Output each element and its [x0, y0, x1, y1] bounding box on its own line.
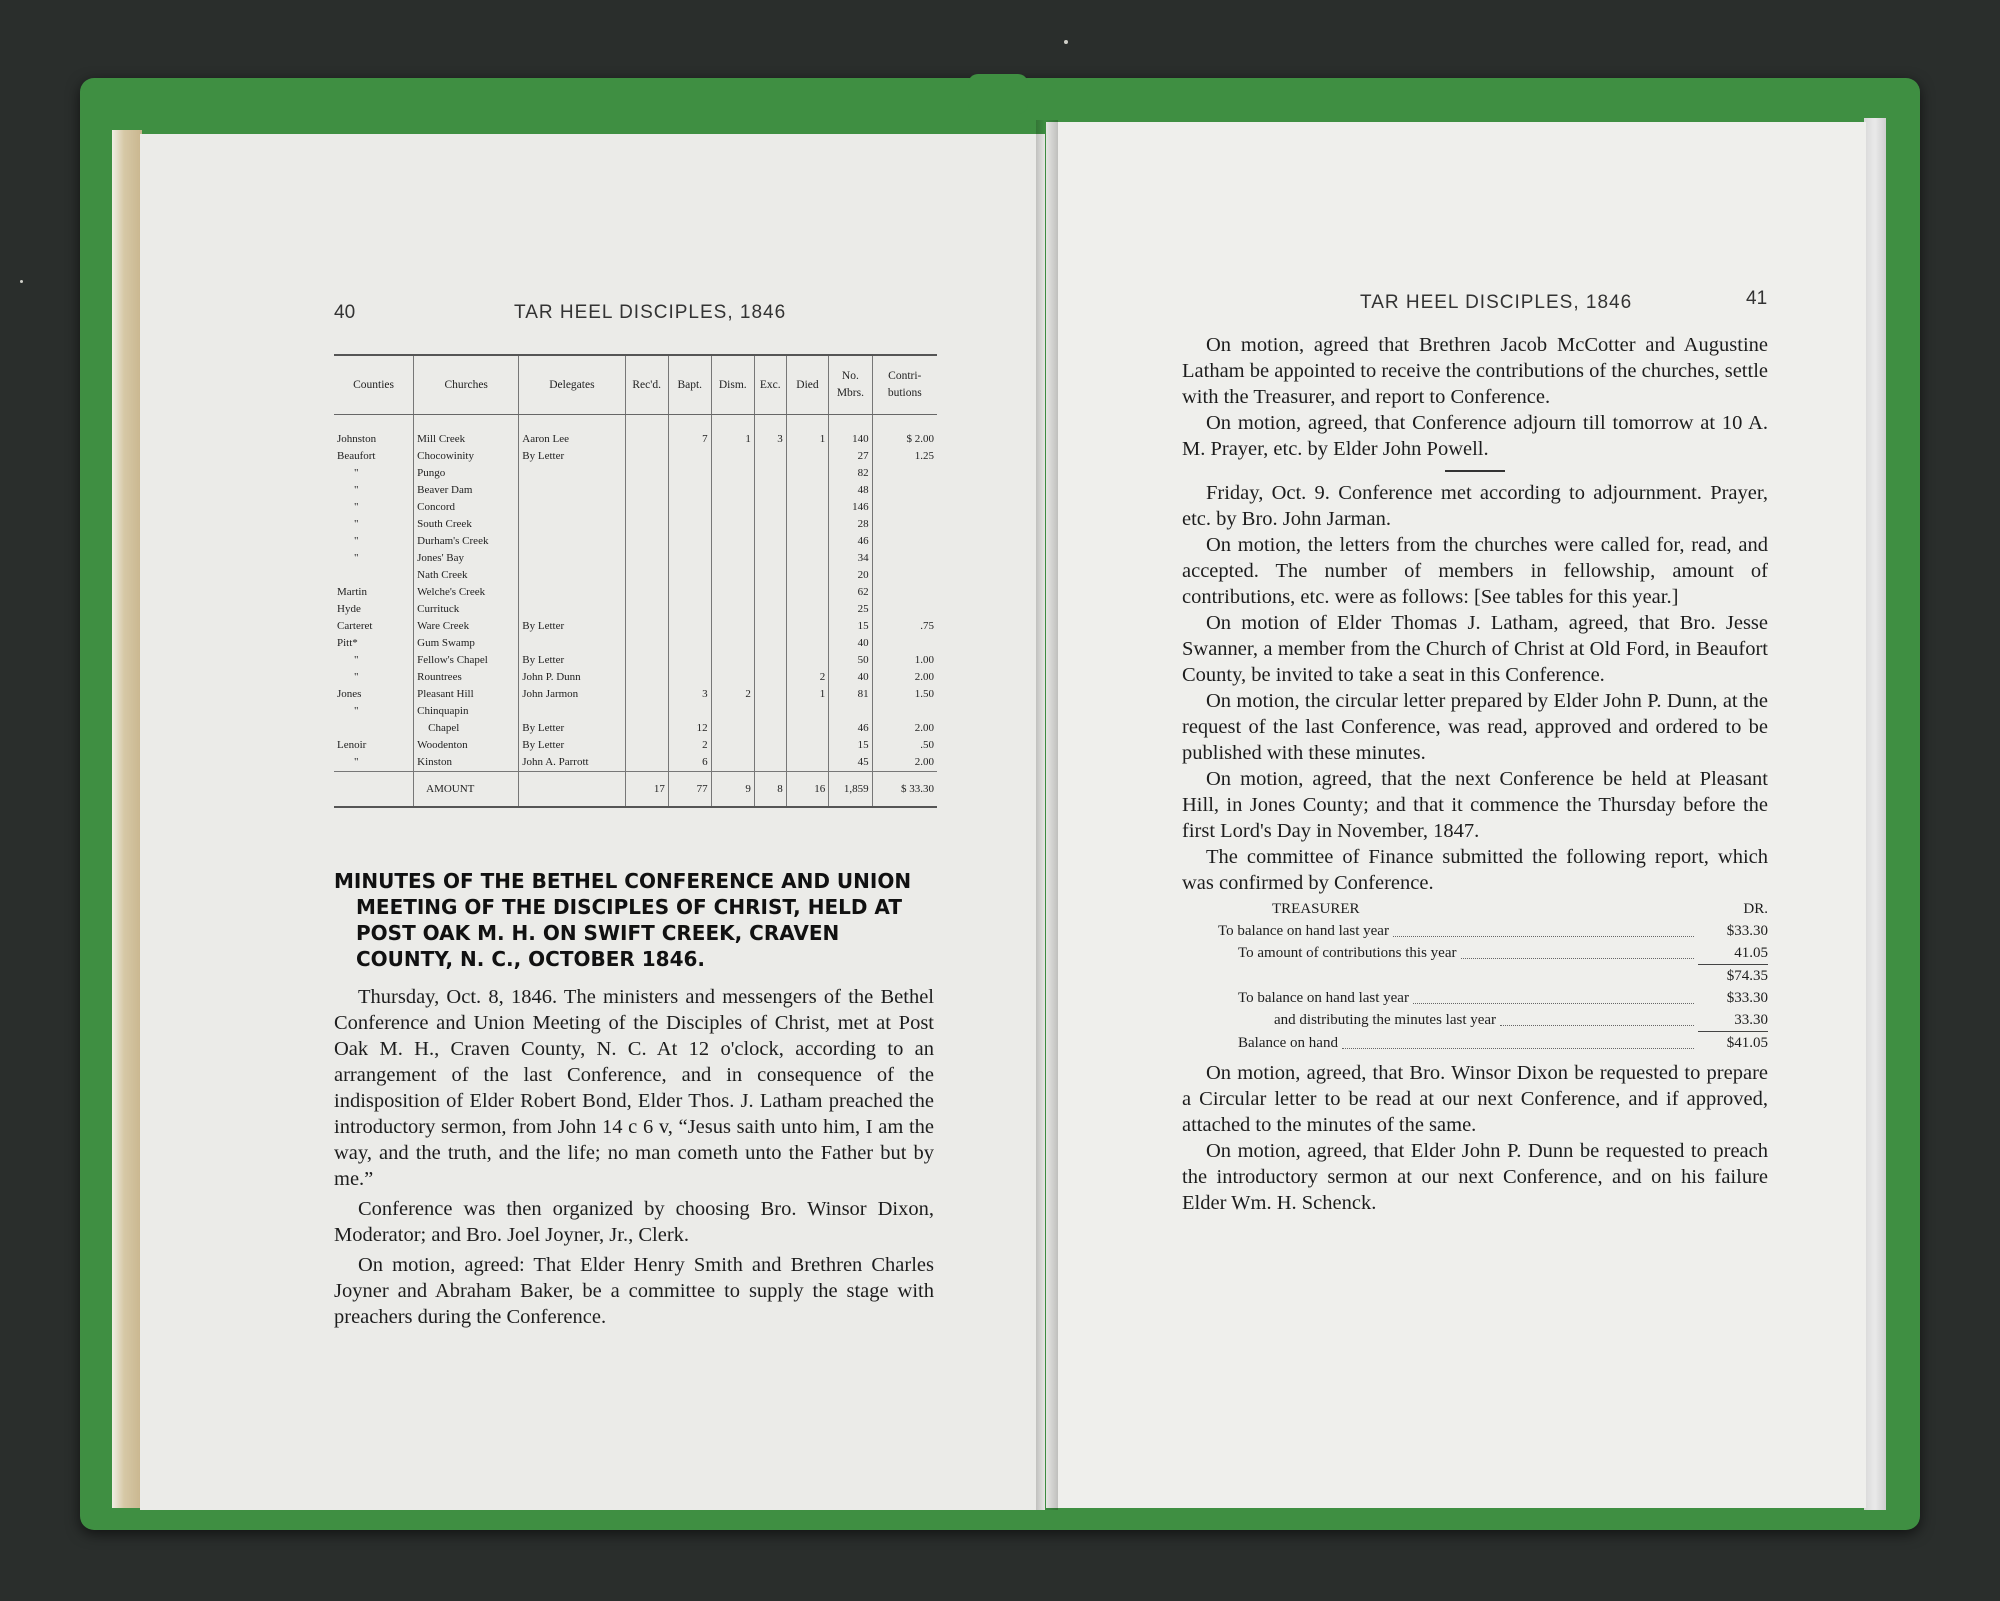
- table-total-cell: 16: [786, 772, 829, 807]
- table-cell: Beaufort: [337, 450, 376, 462]
- table-cell: [625, 516, 668, 533]
- account-line-amount: $33.30: [1726, 990, 1768, 1006]
- table-cell: [786, 567, 829, 584]
- table-cell: [334, 567, 414, 584]
- dust-speck: [20, 280, 23, 283]
- table-cell: Chocowinity: [414, 448, 519, 465]
- table-cell: Rountrees: [414, 669, 519, 686]
- table-cell: John A. Parrott: [519, 754, 625, 772]
- table-row: [334, 431, 937, 448]
- balance-label: Balance on hand: [1238, 1035, 1338, 1051]
- table-cell: 1.25: [872, 448, 937, 465]
- table-cell: [668, 618, 711, 635]
- table-cell: [668, 601, 711, 618]
- table-cell: [625, 652, 668, 669]
- heading-line: MINUTES OF THE BETHEL CONFERENCE AND UNION: [334, 869, 912, 893]
- table-cell: Martin: [337, 586, 367, 598]
- table-row: [334, 516, 937, 533]
- section-rule: [1445, 470, 1505, 472]
- page-edges-right: [1864, 118, 1886, 1510]
- table-total-cell: [334, 772, 414, 807]
- table-cell: [711, 703, 754, 720]
- table-cell: [711, 516, 754, 533]
- table-cell: [786, 635, 829, 652]
- table-cell: [519, 635, 625, 652]
- right-body-text: [1182, 332, 1768, 1216]
- table-cell: [625, 669, 668, 686]
- table-row: [334, 754, 937, 772]
- table-cell: [668, 499, 711, 516]
- table-row: [334, 482, 937, 499]
- table-row: [334, 550, 937, 567]
- paragraph: On motion, the circular letter prepared by Elder John P. Dunn, at the request of the last Conference, was read, approved and ordered to be published with these minutes.: [1182, 690, 1768, 764]
- table-cell: [711, 601, 754, 618]
- table-cell: ": [354, 467, 359, 479]
- table-cell: [668, 669, 711, 686]
- table-header-cell: No. Mbrs.: [829, 356, 872, 415]
- paragraph: On motion of Elder Thomas J. Latham, agreed, that Bro. Jesse Swanner, a member from the Church of Christ at Old Ford, in Beaufort County, be invited to take a seat in this Conference.: [1182, 612, 1768, 686]
- table-cell: [625, 533, 668, 550]
- table-cell: [625, 482, 668, 499]
- table-cell: [668, 482, 711, 499]
- table-row: [334, 584, 937, 601]
- treasurer-label: TREASURER: [1272, 901, 1360, 917]
- table-cell: [754, 737, 786, 754]
- heading-line: MEETING OF THE DISCIPLES OF CHRIST, HELD AT: [356, 895, 902, 919]
- table-cell: ": [354, 501, 359, 513]
- table-cell: By Letter: [519, 618, 625, 635]
- table-cell: Mill Creek: [414, 431, 519, 448]
- running-head-right: TAR HEEL DISCIPLES, 1846: [1360, 292, 1633, 313]
- table-cell: [786, 533, 829, 550]
- paragraph: On motion, the letters from the churches were called for, read, and accepted. The number of members in fellowship, amount of contributions, etc. were as follows: [See tables for this year.]: [1182, 534, 1768, 608]
- page-number-left: 40: [334, 302, 356, 323]
- table-cell: [711, 669, 754, 686]
- table-cell: [754, 669, 786, 686]
- table-cell: 140: [829, 431, 872, 448]
- table-cell: [519, 567, 625, 584]
- table-cell: [754, 754, 786, 772]
- table-cell: [668, 652, 711, 669]
- table-cell: 2: [786, 669, 829, 686]
- table-cell: [754, 601, 786, 618]
- table-cell: Welche's Creek: [414, 584, 519, 601]
- table-cell: [754, 465, 786, 482]
- table-cell: 48: [829, 482, 872, 499]
- table-cell: 34: [829, 550, 872, 567]
- balance-amount: $41.05: [1726, 1035, 1768, 1051]
- table-cell: Ware Creek: [414, 618, 519, 635]
- table-cell: [625, 431, 668, 448]
- table-cell: [872, 601, 937, 618]
- table-cell: 6: [668, 754, 711, 772]
- table-cell: 2.00: [872, 720, 937, 737]
- table-cell: Pleasant Hill: [414, 686, 519, 703]
- right-paragraphs-top: [1182, 332, 1768, 462]
- table-total-row: [334, 772, 937, 807]
- table-total-cell: 9: [711, 772, 754, 807]
- table-cell: [754, 686, 786, 703]
- table-cell: ": [354, 705, 359, 717]
- table-cell: ": [354, 484, 359, 496]
- table-cell: Kinston: [414, 754, 519, 772]
- table-cell: 2.00: [872, 669, 937, 686]
- table-cell: ": [354, 535, 359, 547]
- table-cell: [754, 652, 786, 669]
- table-cell: [625, 754, 668, 772]
- table-row: [334, 669, 937, 686]
- table-cell: [668, 584, 711, 601]
- paragraph: On motion, agreed, that Conference adjourn till tomorrow at 10 A. M. Prayer, etc. by Elder John Powell.: [1182, 412, 1768, 460]
- table-cell: Beaver Dam: [414, 482, 519, 499]
- paragraph: Friday, Oct. 9. Conference met according to adjournment. Prayer, etc. by Bro. John Jarman.: [1182, 482, 1768, 530]
- table-row: [334, 533, 937, 550]
- table-cell: Carteret: [337, 620, 373, 632]
- minutes-heading: [334, 868, 936, 972]
- table-cell: 25: [829, 601, 872, 618]
- running-head-left: TAR HEEL DISCIPLES, 1846: [514, 302, 787, 323]
- table-cell: [872, 499, 937, 516]
- paragraph: On motion, agreed: That Elder Henry Smith and Brethren Charles Joyner and Abraham Baker, be a committee to supply the stage with preachers during the Conference.: [334, 1254, 934, 1328]
- table-cell: [754, 635, 786, 652]
- table-header-cell: Counties: [334, 356, 414, 415]
- table-cell: Concord: [414, 499, 519, 516]
- table-cell: [519, 465, 625, 482]
- table-cell: 3: [754, 431, 786, 448]
- table-cell: [519, 499, 625, 516]
- table-cell: [625, 720, 668, 737]
- paragraph: The committee of Finance submitted the following report, which was confirmed by Conference.: [1182, 846, 1768, 894]
- table-cell: By Letter: [519, 448, 625, 465]
- table-header-cell: Contri- butions: [872, 356, 937, 415]
- table-row: [334, 601, 937, 618]
- table-row: [334, 635, 937, 652]
- table-total-cell: AMOUNT: [414, 772, 519, 807]
- dr-label: DR.: [1743, 901, 1768, 917]
- table-cell: [786, 550, 829, 567]
- church-statistics-table: [334, 354, 937, 808]
- table-cell: ": [354, 756, 359, 768]
- table-cell: [625, 737, 668, 754]
- table-cell: [668, 533, 711, 550]
- table-cell: Gum Swamp: [414, 635, 519, 652]
- table-cell: [872, 635, 937, 652]
- table-cell: [668, 550, 711, 567]
- table-cell: [625, 635, 668, 652]
- table-cell: 2: [711, 686, 754, 703]
- account-line-label: To balance on hand last year: [1218, 923, 1389, 939]
- table-cell: [872, 516, 937, 533]
- table-cell: [786, 737, 829, 754]
- table-cell: 3: [668, 686, 711, 703]
- table-total-cell: 77: [668, 772, 711, 807]
- table-cell: Durham's Creek: [414, 533, 519, 550]
- table-cell: [334, 720, 414, 737]
- table-cell: Jones: [337, 688, 362, 700]
- table-cell: [668, 516, 711, 533]
- table-cell: [519, 601, 625, 618]
- table-cell: 2: [668, 737, 711, 754]
- table-cell: [711, 618, 754, 635]
- table-cell: 146: [829, 499, 872, 516]
- paragraph: Thursday, Oct. 8, 1846. The ministers and messengers of the Bethel Conference and Union Meeting of the Disciples of Christ, met at Post Oak M. H., Craven County, N. C. At 12 o'clock, according to an arrangement of the last Conference, and in consequence of the indisposition of Elder Robert Bond, Elder Thos. J. Latham preached the introductory sermon, from John 14 c 6 v, “Jesus saith unto him, I am the way, and the truth, and the life; no man cometh unto the Father but by me.”: [334, 986, 934, 1190]
- table-cell: Fellow's Chapel: [414, 652, 519, 669]
- table-cell: 1: [786, 686, 829, 703]
- table-cell: [711, 720, 754, 737]
- table-cell: [872, 584, 937, 601]
- table-cell: [872, 465, 937, 482]
- dust-speck: [1064, 40, 1068, 44]
- account-line-amount: 41.05: [1734, 945, 1768, 961]
- table-cell: $ 2.00: [872, 431, 937, 448]
- table-cell: [625, 703, 668, 720]
- right-paragraphs-mid: [1182, 480, 1768, 896]
- table-row: [334, 499, 937, 516]
- table-cell: [872, 703, 937, 720]
- table-cell: 40: [829, 669, 872, 686]
- left-body-text: [334, 980, 934, 1330]
- table-row: [334, 686, 937, 703]
- table-cell: Lenoir: [337, 739, 367, 751]
- table-cell: .75: [872, 618, 937, 635]
- table-cell: [786, 499, 829, 516]
- table-total-cell: 17: [625, 772, 668, 807]
- table-cell: [829, 703, 872, 720]
- table-header-row: [334, 356, 937, 415]
- table-cell: [754, 533, 786, 550]
- table-cell: [754, 703, 786, 720]
- table-cell: [625, 618, 668, 635]
- table-cell: [786, 584, 829, 601]
- table-total-cell: $ 33.30: [872, 772, 937, 807]
- table-row: [334, 703, 937, 720]
- table-cell: [625, 448, 668, 465]
- table-cell: Woodenton: [414, 737, 519, 754]
- table-cell: 1: [711, 431, 754, 448]
- table-cell: 7: [668, 431, 711, 448]
- table-cell: [786, 652, 829, 669]
- table-cell: John Jarmon: [519, 686, 625, 703]
- table-cell: [625, 567, 668, 584]
- gutter-shadow: [1036, 120, 1058, 1510]
- table-cell: [711, 652, 754, 669]
- table-cell: [711, 584, 754, 601]
- table-cell: [711, 635, 754, 652]
- table-cell: [754, 720, 786, 737]
- paragraph: On motion, agreed, that Bro. Winsor Dixon be requested to prepare a Circular letter to be read at our next Conference, and if approved, attached to the minutes of the same.: [1182, 1062, 1768, 1136]
- table-cell: By Letter: [519, 737, 625, 754]
- table-cell: [519, 550, 625, 567]
- table-cell: [668, 567, 711, 584]
- account-line-label: and distributing the minutes last year: [1274, 1012, 1497, 1028]
- table-row: [334, 465, 937, 482]
- table-cell: [668, 703, 711, 720]
- table-cell: [872, 482, 937, 499]
- account-line-label: To amount of contributions this year: [1238, 945, 1457, 961]
- table-cell: [519, 516, 625, 533]
- table-cell: [754, 516, 786, 533]
- table-cell: [711, 465, 754, 482]
- table-cell: [786, 754, 829, 772]
- table-cell: [625, 686, 668, 703]
- paragraph: Conference was then organized by choosing Bro. Winsor Dixon, Moderator; and Bro. Joel Joyner, Jr., Clerk.: [334, 1198, 934, 1246]
- table-cell: [625, 499, 668, 516]
- table-row: [334, 737, 937, 754]
- table-cell: [754, 567, 786, 584]
- table-cell: 62: [829, 584, 872, 601]
- paragraph: On motion, agreed, that Elder John P. Dunn be requested to preach the introductory sermon at our next Conference, and on his failure Elder Wm. H. Schenck.: [1182, 1140, 1768, 1214]
- table-cell: By Letter: [519, 720, 625, 737]
- table-cell: [625, 550, 668, 567]
- table-cell: 15: [829, 737, 872, 754]
- table-cell: John P. Dunn: [519, 669, 625, 686]
- table-cell: 40: [829, 635, 872, 652]
- table-cell: [668, 635, 711, 652]
- table-cell: [754, 584, 786, 601]
- heading-line: POST OAK M. H. ON SWIFT CREEK, CRAVEN: [356, 921, 840, 945]
- table-header-cell: Died: [786, 356, 829, 415]
- account-line-label: To balance on hand last year: [1238, 990, 1409, 1006]
- table-cell: [786, 601, 829, 618]
- table-cell: 27: [829, 448, 872, 465]
- table-total-cell: 1,859: [829, 772, 872, 807]
- table-cell: ": [354, 518, 359, 530]
- table-cell: 20: [829, 567, 872, 584]
- table-cell: Chinquapin: [414, 703, 519, 720]
- table-cell: [625, 601, 668, 618]
- table-cell: 2.00: [872, 754, 937, 772]
- table-header-cell: Exc.: [754, 356, 786, 415]
- table-header-cell: Churches: [414, 356, 519, 415]
- table-total-cell: [519, 772, 625, 807]
- table-cell: [711, 499, 754, 516]
- account-subtotal: $74.35: [1726, 968, 1768, 984]
- table-cell: [711, 737, 754, 754]
- table-cell: 81: [829, 686, 872, 703]
- table-cell: Johnston: [337, 433, 377, 445]
- table-cell: [786, 516, 829, 533]
- right-paragraphs-bottom: [1182, 1060, 1768, 1216]
- table-cell: [711, 567, 754, 584]
- table-cell: 50: [829, 652, 872, 669]
- table-cell: [625, 465, 668, 482]
- paragraph: On motion, agreed, that the next Conference be held at Pleasant Hill, in Jones County; and that it commence the Thursday before the first Lord's Day in November, 1847.: [1182, 768, 1768, 842]
- table-cell: [668, 448, 711, 465]
- table-cell: Currituck: [414, 601, 519, 618]
- table-cell: [754, 499, 786, 516]
- table-cell: [711, 754, 754, 772]
- table-cell: By Letter: [519, 652, 625, 669]
- table-cell: Hyde: [337, 603, 361, 615]
- table-cell: Chapel: [414, 720, 519, 737]
- account-line-amount: $33.30: [1726, 923, 1768, 939]
- table-cell: [519, 584, 625, 601]
- table-cell: 82: [829, 465, 872, 482]
- table-cell: [786, 465, 829, 482]
- table-row: [334, 618, 937, 635]
- account-line-amount: 33.30: [1734, 1012, 1768, 1028]
- table-cell: [711, 482, 754, 499]
- table-cell: 45: [829, 754, 872, 772]
- table-cell: [711, 448, 754, 465]
- heading-line: COUNTY, N. C., OCTOBER 1846.: [356, 947, 706, 971]
- table-cell: 28: [829, 516, 872, 533]
- table-cell: [754, 618, 786, 635]
- page-number-right: 41: [1746, 288, 1768, 309]
- table-cell: [872, 567, 937, 584]
- table-cell: [754, 482, 786, 499]
- table-cell: 1.50: [872, 686, 937, 703]
- table-cell: [519, 703, 625, 720]
- table-cell: Nath Creek: [414, 567, 519, 584]
- table-row: [334, 652, 937, 669]
- table-cell: ": [354, 654, 359, 666]
- table-body: [334, 415, 937, 807]
- table-cell: Pungo: [414, 465, 519, 482]
- table-header-cell: Delegates: [519, 356, 625, 415]
- table-cell: 12: [668, 720, 711, 737]
- table-cell: [786, 448, 829, 465]
- table-header-cell: Dism.: [711, 356, 754, 415]
- table-cell: ": [354, 671, 359, 683]
- table-cell: South Creek: [414, 516, 519, 533]
- table-cell: [872, 550, 937, 567]
- table-row: [334, 448, 937, 465]
- table-cell: [711, 550, 754, 567]
- table-header-cell: Rec'd.: [625, 356, 668, 415]
- table-cell: 46: [829, 720, 872, 737]
- paragraph: On motion, agreed that Brethren Jacob McCotter and Augustine Latham be appointed to receive the contributions of the churches, settle with the Treasurer, and report to Conference.: [1182, 334, 1768, 408]
- table-cell: [711, 533, 754, 550]
- table-cell: [786, 720, 829, 737]
- table-cell: Pitt*: [337, 637, 358, 649]
- table-cell: 15: [829, 618, 872, 635]
- table-cell: 1.00: [872, 652, 937, 669]
- table-cell: [786, 618, 829, 635]
- table-cell: [786, 703, 829, 720]
- table-cell: [519, 533, 625, 550]
- table-cell: [519, 482, 625, 499]
- table-cell: [786, 482, 829, 499]
- table-total-cell: 8: [754, 772, 786, 807]
- table-row: [334, 720, 937, 737]
- table-row: [334, 567, 937, 584]
- table-cell: [625, 584, 668, 601]
- table-cell: [668, 465, 711, 482]
- table-cell: .50: [872, 737, 937, 754]
- table-cell: 1: [786, 431, 829, 448]
- table-cell: [754, 550, 786, 567]
- table-cell: Aaron Lee: [519, 431, 625, 448]
- table-cell: [872, 533, 937, 550]
- treasurer-account: [1182, 898, 1768, 1054]
- table-cell: 46: [829, 533, 872, 550]
- table-cell: [754, 448, 786, 465]
- book-spine: [968, 74, 1028, 114]
- table-cell: Jones' Bay: [414, 550, 519, 567]
- table-header-cell: Bapt.: [668, 356, 711, 415]
- page-edges-left: [112, 130, 142, 1508]
- table-cell: ": [354, 552, 359, 564]
